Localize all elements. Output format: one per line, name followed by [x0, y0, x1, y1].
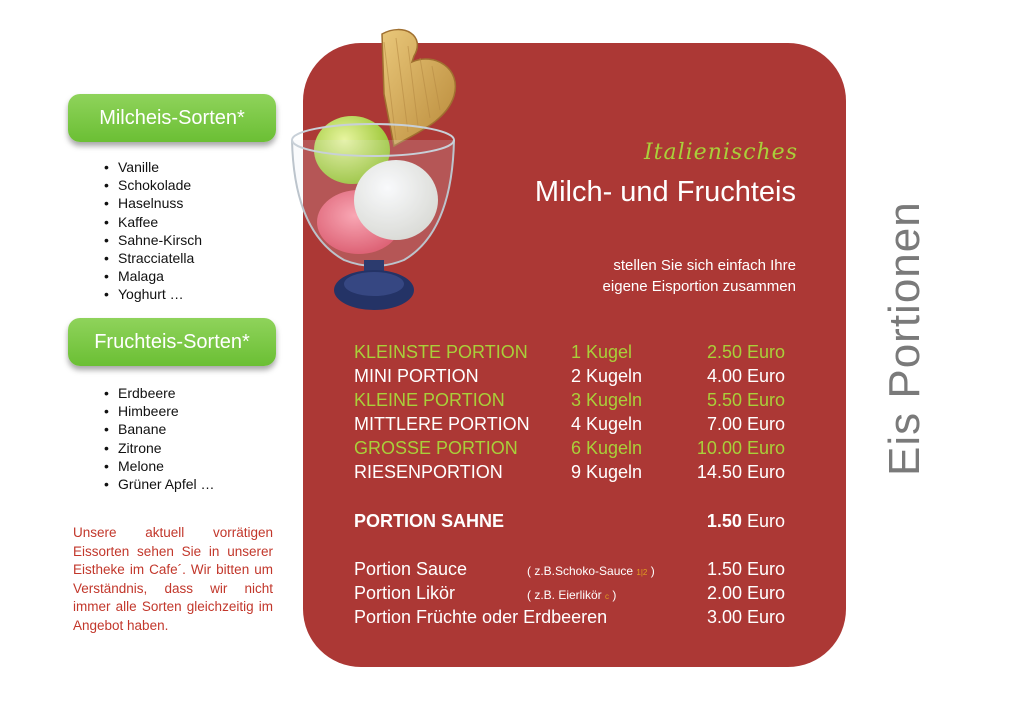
list-item: • Himbeere	[104, 402, 215, 420]
extra-note	[527, 588, 616, 602]
extra-name: Portion Sauce	[354, 559, 468, 579]
ice-cream-cup-icon	[284, 22, 464, 312]
vertical-title: Eis Portionen	[880, 201, 929, 476]
portion-name: KLEINSTE PORTION	[354, 342, 528, 362]
portion-scoops: 6 Kugeln	[571, 438, 643, 458]
milcheis-header-label: Milcheis-Sorten*	[99, 106, 245, 129]
portion-price: 14.50 Euro	[696, 462, 785, 482]
portion-name: KLEINE PORTION	[354, 390, 505, 410]
intro-text	[603, 255, 796, 297]
list-item: • Erdbeere	[104, 384, 215, 402]
table-row	[354, 414, 785, 438]
table-row	[354, 462, 785, 486]
intro-line-1: stellen Sie sich einfach Ihre	[613, 257, 796, 274]
portion-scoops: 4 Kugeln	[571, 414, 643, 434]
list-item: • Schokolade	[104, 176, 202, 194]
portion-price: 2.50 Euro	[706, 342, 785, 362]
sahne-row	[354, 511, 785, 535]
extra-price: 2.00 Euro	[706, 583, 785, 603]
milcheis-list	[104, 158, 202, 304]
fruchteis-header-label: Fruchteis-Sorten*	[94, 330, 250, 353]
extra-name: Portion Früchte oder Erdbeeren	[354, 607, 608, 627]
portion-price: 10.00 Euro	[696, 438, 785, 458]
portion-name: RIESENPORTION	[354, 462, 503, 482]
availability-note: Unsere aktuell vorrätigen Eissorten sehen Sie in unserer Eistheke im Cafe´. Wir bitten um Verständnis, dass wir nicht immer alle Sorten gleichzeitig im Angebot haben.	[73, 525, 273, 633]
list-item: • Yoghurt …	[104, 285, 202, 303]
sahne-price-value: 1.50	[706, 511, 742, 531]
page-title: Milch- und Fruchteis	[534, 176, 796, 208]
portion-price: 5.50 Euro	[706, 390, 785, 410]
table-row	[354, 438, 785, 462]
table-row	[354, 390, 785, 414]
sahne-price	[707, 511, 785, 532]
portion-name: GROSSE PORTION	[354, 438, 518, 458]
sahne-price-unit: Euro	[746, 511, 785, 531]
list-item: • Sahne-Kirsch	[104, 231, 202, 249]
portion-name: MINI PORTION	[354, 366, 479, 386]
extra-price: 3.00 Euro	[706, 607, 785, 627]
list-item: • Stracciatella	[104, 249, 202, 267]
table-row	[354, 366, 785, 390]
extra-note	[527, 564, 655, 578]
allergen-code: 1|2	[636, 568, 648, 577]
portion-scoops: 1 Kugel	[571, 342, 633, 362]
allergen-code: c	[605, 592, 610, 601]
list-item: • Kaffee	[104, 213, 202, 231]
table-row	[354, 342, 785, 366]
portion-price: 4.00 Euro	[706, 366, 785, 386]
milcheis-header-pill	[68, 94, 276, 142]
list-item: • Zitrone	[104, 439, 215, 457]
list-item: • Vanille	[104, 158, 202, 176]
extra-row-fruechte	[354, 607, 785, 631]
extra-row-sauce	[354, 559, 785, 583]
extra-name: Portion Likör	[354, 583, 456, 603]
extra-note-text: ( z.B.Schoko-Sauce	[527, 564, 634, 578]
list-item: • Grüner Apfel …	[104, 475, 215, 493]
sahne-name: PORTION SAHNE	[354, 511, 505, 531]
extra-note-close: )	[650, 564, 655, 578]
extra-note-text: ( z.B. Eierlikör	[527, 588, 602, 602]
extra-row-likoer	[354, 583, 785, 607]
intro-line-2: eigene Eisportion zusammen	[602, 278, 796, 295]
list-item: • Banane	[104, 420, 215, 438]
fruchteis-header-pill	[68, 318, 276, 366]
extra-note-close: )	[612, 588, 617, 602]
list-item: • Melone	[104, 457, 215, 475]
portion-scoops: 2 Kugeln	[571, 366, 643, 386]
list-item: • Malaga	[104, 267, 202, 285]
portion-scoops: 3 Kugeln	[571, 390, 643, 410]
header-subtitle: Italienisches	[643, 140, 798, 165]
portion-name: MITTLERE PORTION	[354, 414, 530, 434]
portion-price: 7.00 Euro	[706, 414, 785, 434]
extra-price: 1.50 Euro	[706, 559, 785, 579]
portion-scoops: 9 Kugeln	[571, 462, 643, 482]
list-item: • Haselnuss	[104, 194, 202, 212]
fruchteis-list	[104, 384, 215, 493]
